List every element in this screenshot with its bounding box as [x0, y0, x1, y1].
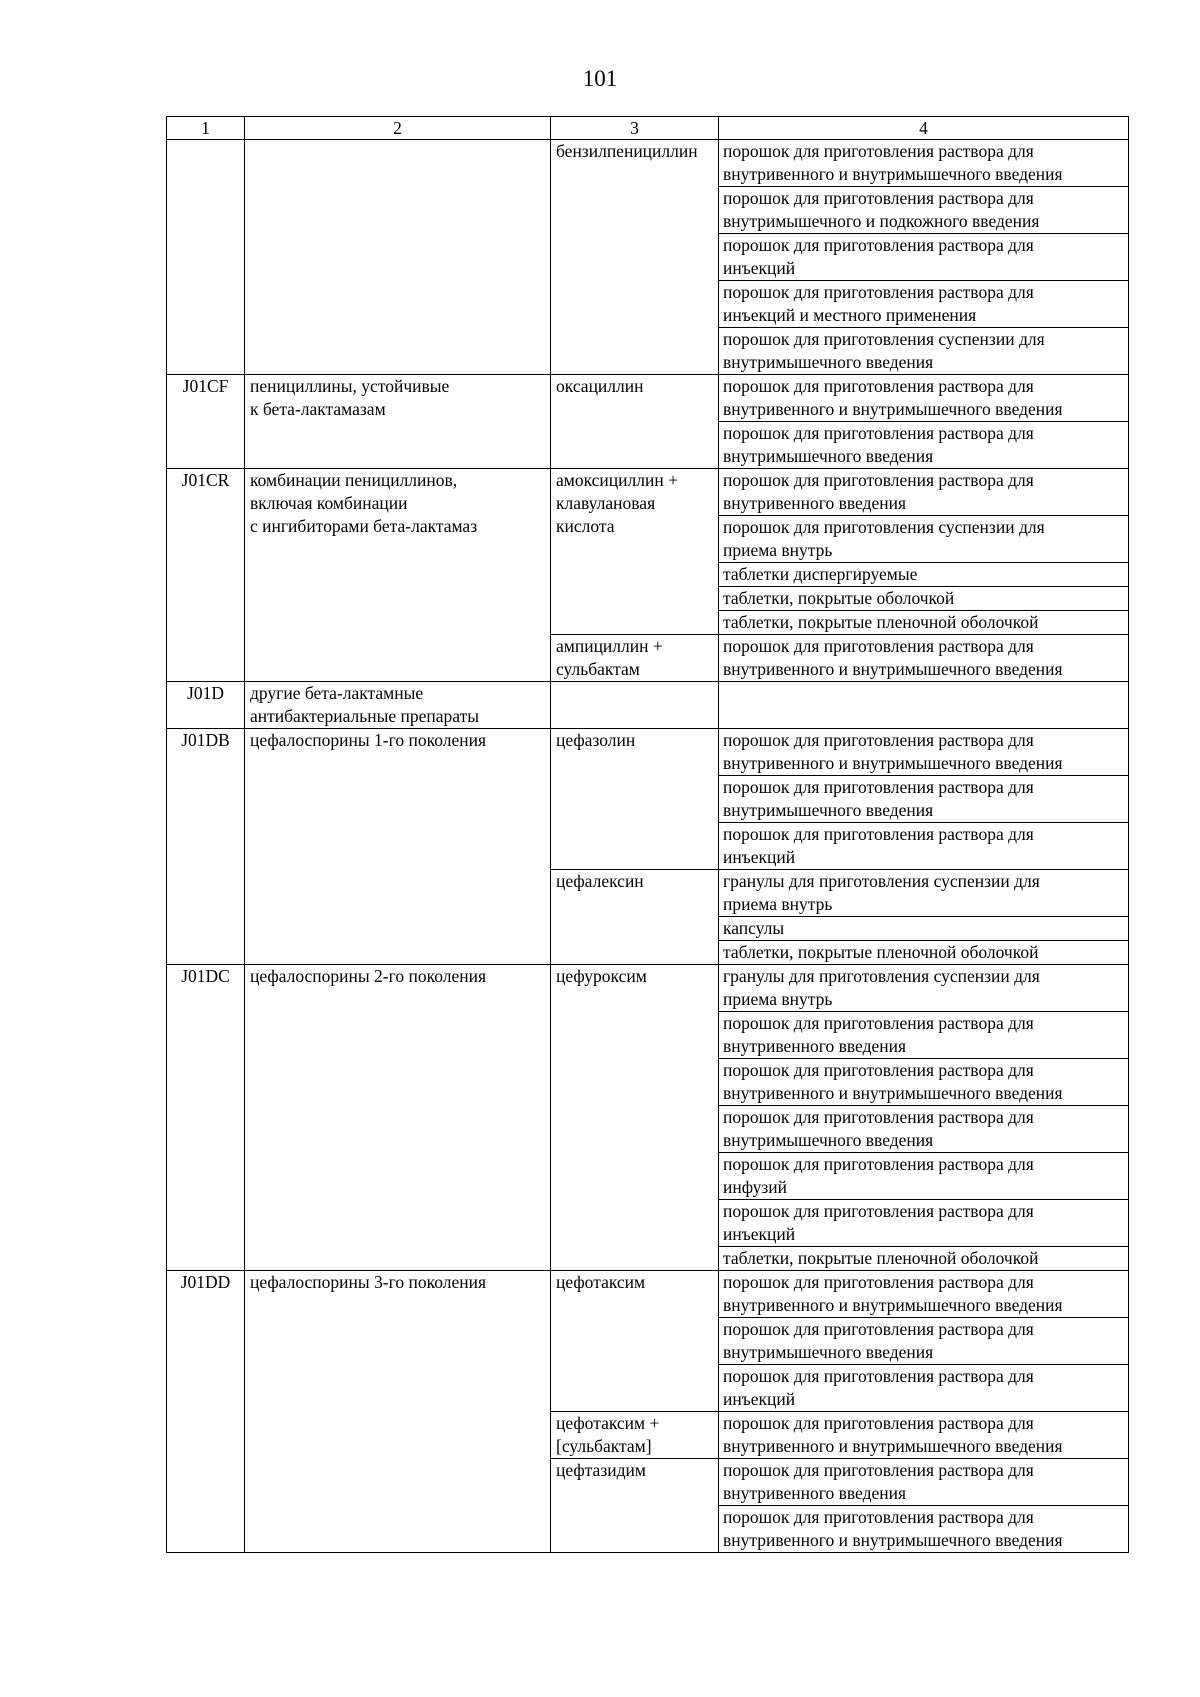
- dosage-form-cell: таблетки диспергируемые: [719, 563, 1129, 587]
- substance-cell: ампициллин + сульбактам: [551, 635, 719, 682]
- table-row: [167, 965, 1129, 1012]
- group-name-cell: другие бета-лактамные антибактериальные препараты: [245, 682, 551, 729]
- dosage-form-cell: таблетки, покрытые пленочной оболочкой: [719, 941, 1129, 965]
- dosage-form-cell: порошок для приготовления раствора для инъекций: [719, 1200, 1129, 1247]
- substance-cell: цефуроксим: [551, 965, 719, 1271]
- dosage-form-cell: таблетки, покрытые пленочной оболочкой: [719, 1247, 1129, 1271]
- dosage-form-cell: порошок для приготовления раствора для внутривенного и внутримышечного введения: [719, 729, 1129, 776]
- dosage-form-cell: таблетки, покрытые пленочной оболочкой: [719, 611, 1129, 635]
- group-name-cell: комбинации пенициллинов, включая комбинации с ингибиторами бета-лактамаз: [245, 469, 551, 682]
- group-name-cell: цефалоспорины 1-го поколения: [245, 729, 551, 965]
- substance-cell: цефтазидим: [551, 1459, 719, 1553]
- dosage-form-cell: гранулы для приготовления суспензии для приема внутрь: [719, 965, 1129, 1012]
- dosage-form-cell: порошок для приготовления раствора для внутривенного введения: [719, 1012, 1129, 1059]
- dosage-form-cell: порошок для приготовления раствора для внутривенного и внутримышечного введения: [719, 1271, 1129, 1318]
- medication-table: [166, 116, 1129, 1553]
- atc-code-cell: J01CF: [167, 375, 245, 469]
- group-name-cell: цефалоспорины 3-го поколения: [245, 1271, 551, 1553]
- dosage-form-cell: порошок для приготовления суспензии для приема внутрь: [719, 516, 1129, 563]
- dosage-form-cell: гранулы для приготовления суспензии для приема внутрь: [719, 870, 1129, 917]
- atc-code-cell: J01D: [167, 682, 245, 729]
- atc-code-cell: J01DD: [167, 1271, 245, 1553]
- atc-code-cell: J01DC: [167, 965, 245, 1271]
- substance-cell: бензилпенициллин: [551, 140, 719, 375]
- substance-cell: оксациллин: [551, 375, 719, 469]
- substance-cell: [551, 682, 719, 729]
- substance-cell: цефалексин: [551, 870, 719, 965]
- dosage-form-cell: порошок для приготовления раствора для инъекций и местного применения: [719, 281, 1129, 328]
- column-number: 1: [167, 117, 245, 140]
- group-name-cell: [245, 140, 551, 375]
- dosage-form-cell: порошок для приготовления раствора для внутримышечного введения: [719, 1318, 1129, 1365]
- dosage-form-cell: порошок для приготовления раствора для внутримышечного и подкожного введения: [719, 187, 1129, 234]
- dosage-form-cell: порошок для приготовления раствора для внутримышечного введения: [719, 776, 1129, 823]
- dosage-form-cell: порошок для приготовления раствора для внутривенного и внутримышечного введения: [719, 1506, 1129, 1553]
- dosage-form-cell: порошок для приготовления раствора для внутривенного введения: [719, 469, 1129, 516]
- table-row: [167, 140, 1129, 187]
- table-row: [167, 375, 1129, 422]
- column-number: 4: [719, 117, 1129, 140]
- dosage-form-cell: порошок для приготовления раствора для внутривенного и внутримышечного введения: [719, 375, 1129, 422]
- dosage-form-cell: таблетки, покрытые оболочкой: [719, 587, 1129, 611]
- atc-code-cell: J01CR: [167, 469, 245, 682]
- table-row: [167, 682, 1129, 729]
- dosage-form-cell: порошок для приготовления раствора для внутривенного введения: [719, 1459, 1129, 1506]
- column-number: 3: [551, 117, 719, 140]
- atc-code-cell: [167, 140, 245, 375]
- dosage-form-cell: порошок для приготовления раствора для внутривенного и внутримышечного введения: [719, 140, 1129, 187]
- dosage-form-cell: порошок для приготовления раствора для внутримышечного введения: [719, 422, 1129, 469]
- medication-table-wrapper: [166, 116, 1128, 1553]
- dosage-form-cell: [719, 682, 1129, 729]
- atc-code-cell: J01DB: [167, 729, 245, 965]
- column-number-row: [167, 117, 1129, 140]
- substance-cell: амоксициллин + клавулановая кислота: [551, 469, 719, 635]
- dosage-form-cell: порошок для приготовления раствора для внутривенного и внутримышечного введения: [719, 635, 1129, 682]
- dosage-form-cell: порошок для приготовления раствора для инъекций: [719, 1365, 1129, 1412]
- dosage-form-cell: порошок для приготовления раствора для инъекций: [719, 823, 1129, 870]
- dosage-form-cell: порошок для приготовления раствора для внутривенного и внутримышечного введения: [719, 1059, 1129, 1106]
- group-name-cell: пенициллины, устойчивые к бета-лактамазам: [245, 375, 551, 469]
- substance-cell: цефотаксим: [551, 1271, 719, 1412]
- page-number: 101: [582, 66, 618, 91]
- table-row: [167, 729, 1129, 776]
- dosage-form-cell: порошок для приготовления раствора для внутримышечного введения: [719, 1106, 1129, 1153]
- table-body: [167, 117, 1129, 1553]
- dosage-form-cell: порошок для приготовления раствора для инъекций: [719, 234, 1129, 281]
- group-name-cell: цефалоспорины 2-го поколения: [245, 965, 551, 1271]
- substance-cell: цефотаксим + [сульбактам]: [551, 1412, 719, 1459]
- dosage-form-cell: порошок для приготовления суспензии для внутримышечного введения: [719, 328, 1129, 375]
- table-row: [167, 1271, 1129, 1318]
- substance-cell: цефазолин: [551, 729, 719, 870]
- dosage-form-cell: капсулы: [719, 917, 1129, 941]
- dosage-form-cell: порошок для приготовления раствора для внутривенного и внутримышечного введения: [719, 1412, 1129, 1459]
- dosage-form-cell: порошок для приготовления раствора для инфузий: [719, 1153, 1129, 1200]
- table-row: [167, 469, 1129, 516]
- column-number: 2: [245, 117, 551, 140]
